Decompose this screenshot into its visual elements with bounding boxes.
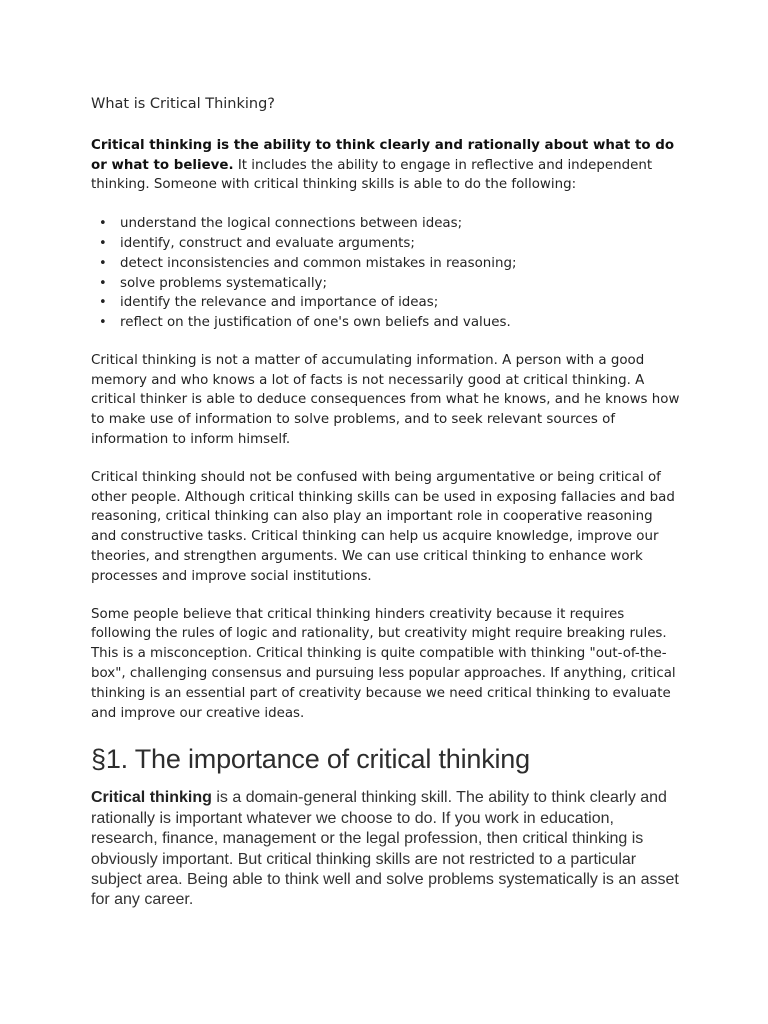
list-item (99, 254, 681, 274)
intro-paragraph (91, 136, 681, 195)
list-item (99, 274, 681, 294)
paragraph-accumulating-information: Critical thinking is not a matter of accumulating information. A person with a good memory and who knows a lot of facts is not necessarily good at critical thinking. A critical thinker is able to deduce consequences from what he knows, and he knows how to make use of information to solve problems, and to seek relevant sources of information to inform himself. (91, 352, 680, 448)
list-item-text: reflect on the justification of one's own beliefs and values. (120, 315, 511, 331)
list-item (99, 313, 681, 333)
paragraph-not-argumentative: Critical thinking should not be confused with being argumentative or being critical of other people. Although critical thinking skills can be used in exposing fallacies and bad reasoning, critical thinking can also play an important role in cooperative reasoning and constructive tasks. Critical thinking can help us acquire knowledge, improve our theories, and strengthen arguments. We can use critical thinking to enhance work processes and improve social institutions. (91, 469, 675, 584)
list-item-text: detect inconsistencies and common mistakes in reasoning; (120, 255, 517, 271)
bullet-icon: • (99, 255, 107, 271)
section-text: is a domain-general thinking skill. The ability to think clearly and rationally is important whatever we choose to do. If you work in education, research, finance, management or the legal profession, then critical thinking is obviously important. But critical thinking skills are not restricted to a particular subject area. Being able to think well and solve problems systematically is an asset for any career. (91, 789, 679, 909)
section-bold-term: Critical thinking (91, 789, 212, 807)
list-item-text: identify the relevance and importance of ideas; (120, 295, 439, 311)
list-item-text: understand the logical connections between ideas; (120, 216, 463, 232)
section-heading: §1. The importance of critical thinking (91, 744, 530, 775)
list-item-text: solve problems systematically; (120, 275, 327, 291)
document-page (91, 93, 681, 911)
list-item-text: identify, construct and evaluate arguments; (120, 235, 415, 251)
abilities-list (91, 214, 681, 333)
bullet-icon: • (99, 315, 107, 331)
list-item (99, 214, 681, 234)
bullet-icon: • (99, 295, 107, 311)
intro-text: It includes the ability to engage in reflective and independent thinking. Someone with critical thinking skills is able to do the following: (91, 157, 653, 193)
intro-definition: Critical thinking is the ability to think clearly and rationally about what to do or what to believe. (91, 138, 675, 173)
list-item (99, 234, 681, 254)
section-paragraph (91, 788, 681, 910)
document-title: What is Critical Thinking? (91, 96, 276, 112)
bullet-icon: • (99, 216, 107, 232)
bullet-icon: • (99, 275, 107, 291)
bullet-icon: • (99, 235, 107, 251)
list-item (99, 293, 681, 313)
paragraph-creativity: Some people believe that critical thinking hinders creativity because it requires following the rules of logic and rationality, but creativity might require breaking rules. This is a misconception. Critical thinking is quite compatible with thinking "out-of-the-box", challenging consensus and pursuing less popular approaches. If anything, critical thinking is an essential part of creativity because we need critical thinking to evaluate and improve our creative ideas. (91, 606, 676, 721)
